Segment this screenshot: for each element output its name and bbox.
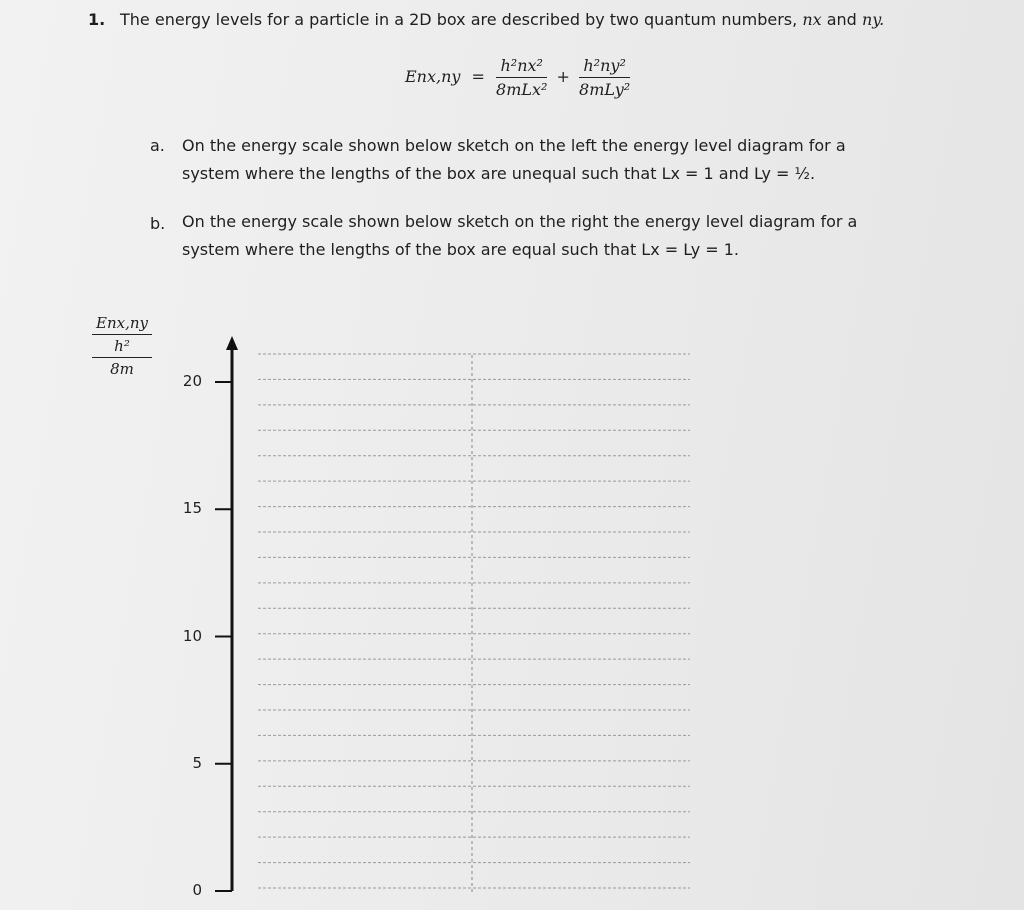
axis-ticks — [215, 382, 232, 891]
axis-tick-label: 15 — [182, 499, 202, 518]
axis-tick-label: 10 — [182, 626, 202, 645]
y-axis-label-h2: h² — [92, 335, 152, 358]
var-ny: ny. — [861, 10, 885, 29]
formula-lhs: Enx,ny — [405, 67, 461, 86]
axis-tick-label: 0 — [192, 881, 202, 899]
axis-tick-label: 20 — [182, 372, 202, 390]
formula-equals: = — [471, 67, 485, 86]
var-nx: nx — [802, 10, 822, 29]
question-number: 1. — [88, 10, 106, 29]
part-a-line2: system where the lengths of the box are unequal such that Lx = 1 and Ly = ½. — [182, 164, 816, 183]
term2-numerator: h²ny² — [579, 56, 630, 78]
part-b-line2: system where the lengths of the box are equal such that Lx = Ly = 1. — [182, 240, 740, 259]
question-text-prefix: The energy levels for a particle in a 2D box are described by two quantum numbers, — [120, 10, 798, 29]
term1-numerator: h²nx² — [496, 56, 547, 78]
formula-plus: + — [556, 67, 570, 86]
term2-denominator: 8mLy² — [579, 80, 631, 99]
part-b-label: b. — [150, 214, 166, 233]
part-a-label: a. — [150, 136, 165, 155]
energy-gridlines — [258, 354, 690, 888]
y-axis-label-8m: 8m — [110, 360, 134, 378]
part-a-line1: On the energy scale shown below sketch on the left the energy level diagram for a — [182, 136, 846, 155]
and-word: and — [826, 10, 857, 29]
axis-tick-label: 5 — [192, 753, 202, 772]
part-b-line1: On the energy scale shown below sketch on the right the energy level diagram for a — [182, 212, 858, 231]
axis-arrow-head — [226, 336, 238, 350]
term1-denominator: 8mLx² — [496, 80, 548, 99]
y-axis-label-energy: Enx,ny — [92, 314, 152, 335]
